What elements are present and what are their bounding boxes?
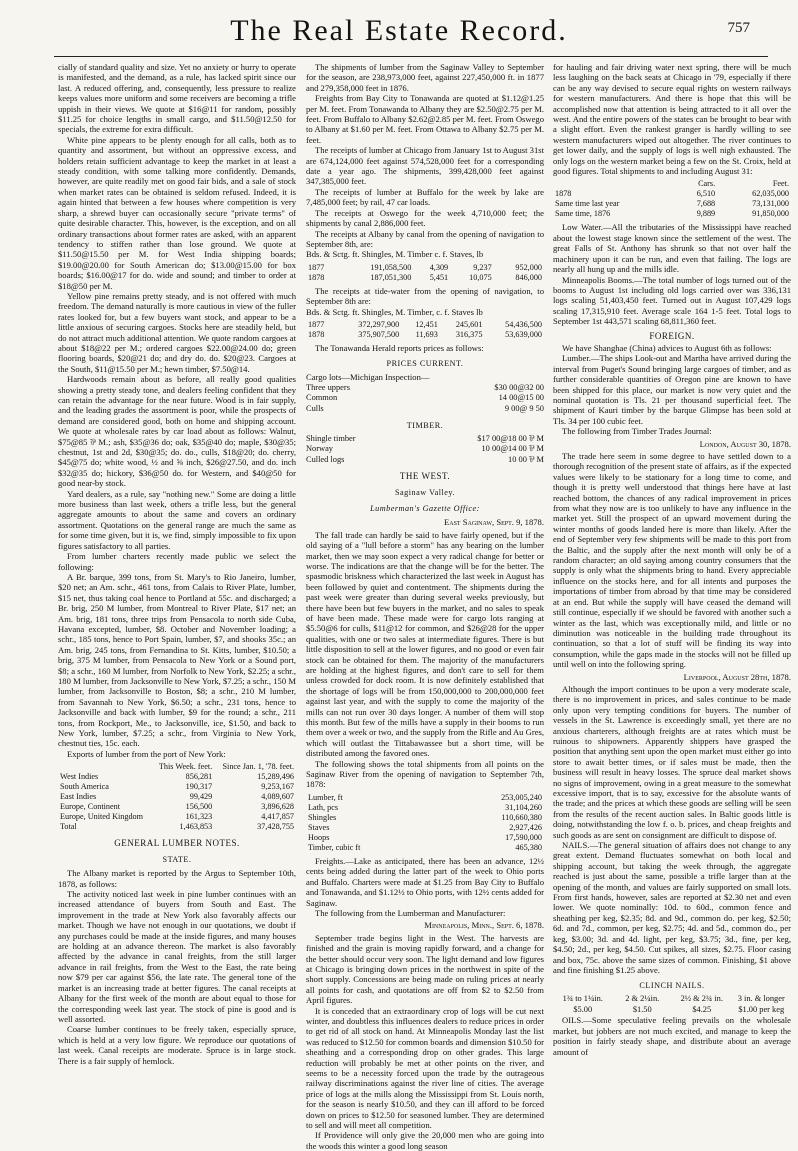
table-cell: West Indies: [60, 772, 99, 782]
section-heading: TIMBER.: [406, 420, 444, 430]
saginaw-shipments-table: [306, 793, 544, 853]
subsection-heading: STATE.: [162, 855, 192, 865]
table-cell: 54,436,500: [505, 319, 542, 329]
table-cell: Europe, Continent: [60, 802, 121, 812]
price-row: [306, 393, 544, 404]
table-header-row: [553, 179, 791, 189]
paragraph: The receipts of lumber at Buffalo for the week by lake are 7,485,000 feet; by rail, 47 car loads.: [306, 186, 544, 208]
table-cell: Same time, 1876: [555, 209, 611, 219]
table-row: [306, 823, 544, 833]
price-item: Culled logs: [306, 454, 345, 464]
clinch-price: $1.00 per keg: [738, 1004, 785, 1014]
table-cell: 187,051,300: [370, 272, 412, 282]
paragraph: The following from Timber Trades Journal:: [562, 426, 712, 437]
table-caption: Bds. & Sctg. ft. Shingles, M. Timber c. f. Staves, lb: [306, 249, 484, 260]
column-3: [553, 62, 791, 1096]
paragraph: A Br. barque, 399 tons, from St. Mary's to Rio Janeiro, lumber, $20 net; an Am. schr., 461 tons, from Calais to River Plate, lumber, $15 net, thus taking coal hence to Portland at 55c. and discharged; a Br. brig, 250 M lumber, from Montreal to River Plate, $17 net; an Am. brig, 181 tons, three trips from Pensacola to north side Cuba, Havana excepted, lumber, $8. October and November loading; a schr., 185 tons, hence to Port Spain, lumber, $7, and shooks 35c.; an Am. brig, 245 tons, from Fernandina to St. Kitts, lumber, $10.50; a brig, 375 M lumber, from Pensacola to New York or a Sound port, $8; a schr., 160 M lumber, from Norfolk to New York, $2.25; a schr., 180 M lumber, from Jacksonville to New York, $7.25; a schr., 150 M lumber, from Jacksonville to Boston, $8; a schr., 210 M lumber, from Savannah to New York, $6.50; a schr., 231 tons, hence to Jacksonville and back with lumber, $9 for the round; a schr., 211 tons, from Rockport, Me., to Jacksonville, ice, $1.50, and back to New York, lumber, $7.25; a schr., from Virginia to New York, chestnut ties, 15c. each.: [58, 571, 296, 749]
column-2: [306, 62, 544, 1151]
paragraph: Yard dealers, as a rule, say "nothing new." Some are doing a little more business than last week, others a trifle less, but the general aggregate amounts to about the same and covers an ordinary assortment. Quotations on the general range are much the same as for some time given, but it is, we find, simply impossible to fix upon figures satisfactory to all parties.: [58, 488, 296, 551]
table-cell: 4,417,857: [261, 812, 294, 822]
table-cell: 9,237: [473, 262, 492, 272]
paragraph: Minneapolis Booms.—The total number of logs turned out of the booms to August 1st including old logs carried over was 336,131 logs scaling 51,403,450 feet. Turned out in August 107,429 logs scaling 17,315,910 feet. Average scale 164 1-5 feet. Total logs to September 1st 443,571 scaling 68,811,360 feet.: [553, 274, 791, 327]
price-row: [306, 383, 544, 394]
table-cell: 6,510: [696, 189, 716, 199]
dateline: Minneapolis, Minn., Sept. 6, 1878.: [424, 920, 544, 931]
clinch-price: $5.00: [573, 1004, 593, 1014]
header-rule: [54, 56, 768, 57]
table-cell: 9,889: [696, 209, 716, 219]
tidewater-receipts-table: [306, 320, 544, 340]
table-cell: East Indies: [60, 792, 97, 802]
table-cell: 245,601: [455, 319, 483, 329]
page-title: The Real Estate Record.: [230, 14, 568, 47]
table-cell: 190,317: [185, 782, 213, 792]
table-row: [58, 792, 296, 802]
paragraph: Freights from Bay City to Tonawanda are quoted at $1.12@1.25 per M. feet. From Tonawanda to Albany they are $2.50@2.75 per M. feet. From Buffalo to Albany $2.62@2.85 per M. feet. From Oswego to Albany at $1.60 per M. feet. From Ottawa to Albany $2.75 per M. feet.: [306, 93, 544, 145]
paragraph: Exports of lumber from the port of New York:: [67, 748, 226, 759]
price-item: Culls: [306, 403, 324, 413]
column-1: [58, 62, 296, 1096]
section-heading: FOREIGN.: [649, 330, 695, 341]
table-cell: 372,297,900: [358, 319, 400, 329]
table-row: [306, 320, 544, 330]
table-cell: 53,639,000: [505, 329, 542, 339]
table-cell: 856,281: [185, 772, 213, 782]
price-value: 10 00 ⅌ M: [508, 454, 544, 464]
paragraph: for hauling and fair driving water next spring, there will be much less laughing on the back seats at Chicago in '79, especially if there can be any way devised to secure equal rights on western railways for western manufacturers. And there is hope that this will be accomplished now that attention is being attracted to it all over the west. And the entire powers of the states can be brought to bear with a slight effort. Even the rankest granger is hardly willing to see western manufacturers wiped out altogether. The river continues to get lower daily, and the supply of logs is well nigh exhausted. The only logs on the western market being a few on the St. Croix, held at good figures. Total shipments to and including August 31:: [553, 62, 791, 177]
clinch-size: 1¾ to 1¼in.: [562, 994, 603, 1004]
table-row: [58, 782, 296, 792]
dateline: East Saginaw, Sept. 9, 1878.: [444, 517, 544, 528]
table-cell: Europe, United Kingdom: [60, 812, 143, 822]
clinch-price: $4.25: [692, 1004, 712, 1014]
paragraph: Hardwoods remain about as before, all really good qualities showing a pretty steady tone, and dealers feeling confident that they can retain the advantage for the near future. Wood is in fair supply, and the leading grades the assortment is poor, while the prospects of demand are considered good, both on home and shipping account. We quote at wholesale rates by car load about as follows: Walnut, $75@85 ⅌ M.; ash, $35@36 do; oak, $35@40 do; maple, $30@35; chestnut, 1st and 2d, $30@35; do. do., culls, $18@20; do. cherry, $45@75 do; white wood, ½ and ⅝ inch, $26@27.50, and do. inch $32@35 do; hickory, $36@50 do. for Western, and $40@50 for good near-by stock.: [58, 374, 296, 489]
price-item: Norway: [306, 444, 333, 454]
paragraph: cially of standard quality and size. Yet no anxiety or hurry to operate is manifested, and the demand, as a rule, has lacked spirit since our last. A reduced offering, and, consequently, less pressure to realize keeps values more uniform and some receivers are becoming a trifle uppish in their views. We quote at $16@11 for random, possibly $11.25 for choice lengths in small cargo, and $11.50@12.50 for specials, the extreme for extra difficult.: [58, 62, 296, 135]
table-cell: 1877: [308, 319, 325, 329]
table-cell: 17,590,000: [505, 832, 542, 842]
price-value: 10 00@14 00 ⅌ M: [481, 444, 544, 454]
table-cell: 156,500: [185, 802, 213, 812]
table-cell: 11,693: [415, 329, 438, 339]
section-heading: GENERAL LUMBER NOTES.: [114, 838, 240, 849]
table-cell: Lumber, ft: [308, 792, 343, 802]
paragraph: The activity noticed last week in pine lumber continues with an increased attendance of buyers from South and East. The improvement in the trade at New York also favorably affects our market. Though we have not enough in our quotations, we doubt if any purchases could be made at the inside figures, and many houses are holding at an advance thereon. The market is also favorably affected by the advance in canal freights, from the still larger advance in rail freights, from the West to the East, the rate being now $79 per car against $56, the late rate. The general tone of the market is an increasing trade at better figures. The canal receipts at Albany for the first week of the month are about equal to those for the corresponding week last year. The stock of pine is good and is well assorted.: [58, 889, 296, 1024]
table-cell: Total: [60, 822, 77, 832]
table-row: [553, 189, 791, 199]
table-cell: 91,850,000: [752, 209, 789, 219]
clinch-sizes-row: [553, 994, 791, 1005]
table-cell: 10,075: [469, 272, 492, 282]
clinch-prices-row: [553, 1005, 791, 1016]
table-row: [58, 812, 296, 822]
table-cell: 253,005,240: [501, 792, 542, 802]
clinch-price: $1.50: [632, 1004, 652, 1014]
table-cell: 1877: [308, 262, 325, 272]
table-cell: Shingles: [308, 812, 337, 822]
table-cell: 191,058,500: [370, 262, 412, 272]
table-cell: 15,289,496: [257, 772, 294, 782]
clinch-size: 2 & 2¼in.: [625, 994, 660, 1004]
table-cell: South America: [60, 782, 109, 792]
paragraph: It is conceded that an extraordinary crop of logs will be cut next winter, and doubtless this influences dealers to reduce prices in order to get rid of all stock on hand. At Minneapolis Monday last the list was reduced to $12.50 for common boards and dimension $10.50 for sheathing and a corresponding drop on other grades. This large reduction will probably be met at other points on the river, and seems to be a necessity forced upon the trade by the outrageous railway discriminations against the river line of cities. The average price of logs at the mills along the Mississippi from St. Louis north, for the season is nearly $10.50, and they can ill afford to be forced down on prices to $12.50 for seasoned lumber. They are determined to sell and will meet all competition.: [306, 1005, 544, 1131]
table-cell: 7,688: [696, 199, 716, 209]
paragraph: September trade begins light in the West. The harvests are finished and the grain is moving rapidly forward, and a change for the better should occur very soon. The light demand and low figures at Chicago is bringing down prices in the northwest in spite of the short supply. Concessions are being made on ruling prices at nearly all points for cash, and quotations are off from $2 to $2.50 from April figures.: [306, 932, 544, 1006]
price-row: [306, 434, 544, 445]
table-row: [306, 273, 544, 283]
table-header: This Week. feet.: [158, 762, 213, 772]
clinch-size: 2½ & 2¾ in.: [680, 994, 723, 1004]
section-heading: THE WEST.: [399, 471, 451, 482]
table-cell: 62,035,000: [752, 189, 789, 199]
table-cell: 12,451: [415, 319, 438, 329]
paragraph: Freights.—Lake as anticipated, there has been an advance, 12½ cents being added during the latter part of the week to Ohio ports and Buffalo. Charters were made at $1.25 from Bay City to Buffalo and Tonawanda, and $1.12½ to Ohio ports, with 12½ cents added for Saginaw.: [306, 855, 544, 908]
paragraph: The following from the Lumberman and Manufacturer:: [315, 907, 506, 918]
table-row: [58, 802, 296, 812]
table-cell: Lath, pcs: [308, 802, 339, 812]
paragraph: The fall trade can hardly be said to have fairly opened, but if the old saying of a "lull before a storm" has any bearing on the lumber market, then we may soon expect a very radical change for better or worse. The indications are that the change will be for the better. The spasmodic briskness which characterized the last week in August has been followed by quiet and contentment. The shipments during the past week were greater than during several weeks previously, but there have been but few buyers in the market, and no sales to speak of have been made. These made were for cargo lots ranging at $5.50@6 for culls, $11@12 for common, and $26@28 for the upper qualities, with one or two sales at intermediate figures. There is but little disposition to sell at the lower figures, and no good or even fair stock can be obtained for them. The majority of the manufacturers are holding at the highest figures, and don't care to sell for them unless crowded for dock room. It is now definitely established that the shortage of logs will be from 150,000,000 to 200,000,000 feet against last year, and with the supply to come the majority of the mills can not run over 30 days longer. A number of them will stop this month. But few of the mills have a supply in their booms to run them over a week or two, and the supply from the Rifle and Au Gres, which will outlast the Tittabawassee but a short time, will be distributed among the favored ones.: [306, 529, 544, 759]
price-value: 14 00@15 00: [498, 393, 544, 403]
table-row: [306, 803, 544, 813]
paragraph: The shipments of lumber from the Saginaw Valley to September for the season, are 238,973,000 feet, against 227,450,000 ft. in 1877 and 279,358,000 feet in 1876.: [306, 62, 544, 93]
table-cell: 1878: [555, 189, 572, 199]
table-row: [306, 330, 544, 340]
table-cell: 9,253,167: [261, 782, 294, 792]
subsection-heading: Saginaw Valley.: [394, 488, 456, 498]
price-value: 9 00@ 9 50: [504, 403, 544, 413]
table-cell: 316,375: [455, 329, 483, 339]
table-cell: 465,380: [515, 842, 542, 852]
paragraph: White pine appears to be plenty enough for all calls, both as to quantity and assortment, but without an oppressive excess, and holders retain sufficient advantage to keep the market in at least a steady condition, with some talking more confidently. Demands, however, are quite readily met on good fair bids, and a sale of stock when market rates can be obtained is seldom refused. Indeed, it is again hinted that between a few houses where competition is very sharp, a shrewd buyer can occasionally secure "private terms" of quite desirable character. This, however, is the exception, and on all ordinary transactions about former rates are asked, with an apparent tendency to stiffen rather than lose ground. We quote at $11.50@15.50 per M. for West India shipping boards; $19.00@20.00 for South American do; $13.00@15.00 for box boards; $16.00@17 for do. wide and sound; and timber to order at $18@50 per M.: [58, 134, 296, 291]
exports-table: [58, 762, 296, 832]
table-row: [306, 793, 544, 803]
price-row: [306, 455, 544, 466]
table-cell: 375,907,500: [358, 329, 400, 339]
section-heading: CLINCH NAILS.: [639, 981, 705, 991]
paragraph: We have Shanghae (China) advices to August 6th as follows:: [562, 342, 772, 353]
table-row: [58, 772, 296, 782]
paragraph: The following shows the total shipments from all points on the Saginaw River from the opening of navigation to September 7th, 1878:: [306, 758, 544, 790]
albany-receipts-table: [306, 263, 544, 283]
table-cell: 846,000: [515, 272, 542, 282]
table-header-row: [58, 762, 296, 772]
price-value: $17 00@18 00 ⅌ M: [477, 433, 544, 443]
table-cell: 110,660,380: [501, 812, 542, 822]
paragraph: The receipts at Oswego for the week 4,710,000 feet; the shipments by canal 2,886,000 feet.: [306, 207, 544, 229]
table-cell: 3,896,628: [261, 802, 294, 812]
paragraph: From lumber charters recently made public we select the following:: [58, 551, 296, 572]
paragraph: The trade here seem in some degree to have settled down to a thorough recognition of the present state of affairs, as if the expected values were likely to be stationary for a long time to come, and though it is pretty well understood that things here have at last reached bottom, the chances of any radical improvement in prices from what they now are is too unlikely to have any influence in the market yet. Still the prospect of an upward movement during the winter months of goods landed here is more than likely. After the end of September very few shipments will be made to this port from the Baltic, and the supply after the next month will only be of a random character; an old saying among country consumers that the supply is only what the shipments bring to hand. Every appreciable influence on the stocks here, and for all intents and purposes the importations of timber from abroad by that time may be considered at an end. But while the supply will have ceased the demand will still continue, especially if we should be favored with another such a winter as the last, which was exceptionally mild, and little or no diminution was noticeable in the building trade throughout its continuation, so that a lot of stuff will be finding its way into consumption, while the gaps made in the stocks will not be filled up until well on into the following spring.: [553, 451, 791, 670]
table-row: [306, 833, 544, 843]
paragraph: If Providence will only give the 20,000 men who are going into the woods this winter a good long season: [306, 1130, 544, 1151]
table-cell: 5,451: [429, 272, 449, 282]
table-cell: 37,428,755: [257, 822, 294, 832]
price-row: [306, 444, 544, 455]
table-cell: 161,323: [185, 812, 213, 822]
paragraph: Coarse lumber continues to be freely taken, especially spruce, which is held at a very low figure. We reproduce our quotations of last week. Canal receipts are moderate. Spruce is in large stock. There is a fair supply of hemlock.: [58, 1024, 296, 1066]
table-caption: Bds. & Sctg. ft. Shingles, M. Timber, c. f. Staves lb: [306, 306, 483, 317]
paragraph: Although the import continues to be upon a very moderate scale, there is no improvement in prices, and sales continue to be made only upon very tempting conditions for buyers. The number of vessels in the St. Lawrence is exceedingly small, yet there are no anxious charterers, although freights are at rates which must be ruinous to shipowners. Apparently shippers have grasped the position that anything sent upon the open market must either go into store to await better times, or if sales must be made, then the business will result in heavy losses. The spruce deal market shows no signs of improvement, owing in a great measure to the somewhat excessive import, that is to say, excessive for the absolute wants of the trade; and the prices at which these goods are selling will be seen from the results of the recent auction sales. In Baltic goods little is doing, notwithstanding the low f. o. b. prices, and cheap freights and such goods as are sent on consignment are difficult to dispose of.: [553, 683, 791, 840]
table-header: Feet.: [772, 179, 789, 189]
table-header: [553, 179, 677, 189]
paragraph: Low Water.—All the tributaries of the Mississippi have reached about the lowest stage known since the settlement of the west. The great Falls of St. Anthony has shrunk so that not over half the machinery upon it can be run, and even that failing. The logs are nearly all hung up and the mills idle.: [553, 222, 791, 275]
table-cell: 73,131,000: [752, 199, 789, 209]
table-cell: Same time last year: [555, 199, 620, 209]
table-cell: Staves: [308, 822, 330, 832]
table-row: [553, 199, 791, 209]
table-cell: 1878: [308, 272, 325, 282]
table-row: [306, 843, 544, 853]
price-label: Cargo lots—Michigan Inspection—: [306, 372, 430, 383]
table-cell: 99,429: [189, 792, 213, 802]
dateline: London, August 30, 1878.: [699, 438, 791, 449]
table-total-row: [58, 822, 296, 832]
price-item: Shingle timber: [306, 433, 356, 443]
table-cell: Hoops: [308, 832, 330, 842]
table-cell: 1878: [308, 329, 325, 339]
price-row: [306, 404, 544, 415]
paragraph: The receipts at Albany by canal from the opening of navigation to September 8th, are:: [306, 228, 544, 249]
masthead: [0, 0, 798, 58]
table-cell: 1,463,853: [179, 822, 213, 832]
price-item: Common: [306, 393, 338, 403]
table-header: Cars.: [698, 179, 716, 189]
clinch-size: 3 in. & longer: [737, 994, 785, 1004]
price-value: $30 00@32 00: [494, 382, 544, 392]
paragraph: NAILS.—The general situation of affairs does not change to any great extent. Demand fluctuates somewhat on both local and shipping account, but taking the week through, the aggregate reached is just about the same, possible a trifle larger than at the opening of the month, and values are fairly supported on small lots. From first hands, however, sales are reported at $2.30 net and even lower. We quote nominally: 10d. to 60d., common fence and sheathing per keg, $2.35; 8d. and 9d., common do. per keg, $2.50; 6d. and 7d., common, per keg, $2.75; 4d. and 5d., common do., per keg, $3.00; 3d. and 4d. light, per keg, $3.75; 3d., fine, per keg, $4.50; 2d., per keg, $4.50. Cut spikes, all sizes, $2.75. Floor casing and box, 75c. above the same sizes of common. Finishing, $1 above and fine finishing $1.25 above.: [553, 840, 791, 975]
page-number: 757: [727, 20, 750, 36]
paragraph: Lumber.—The ships Look-out and Martha have arrived during the interval from Puget's Sound bringing large cargoes of timber, and as further considerable quantities of Oregon pine are known to have been shipped for this place, our market is now very quiet and the nominal quotation is Tls. 21 per thousand superficial feet. The shipment of Kauri timber by the barque Glimpse has been sold at Tls. 34 per 100 cubic feet.: [553, 353, 791, 426]
table-cell: 4,089,607: [261, 792, 294, 802]
table-header: [58, 762, 152, 772]
table-cell: 4,309: [429, 262, 449, 272]
table-row: [306, 263, 544, 273]
section-heading: PRICES CURRENT.: [386, 359, 464, 369]
table-row: [306, 813, 544, 823]
table-cell: 31,104,260: [505, 802, 542, 812]
table-header: Since Jan. 1, '78. feet.: [222, 762, 294, 772]
paragraph: The receipts at tide-water from the opening of navigation, to September 8th are:: [306, 285, 544, 307]
paragraph: OILS.—Some speculative feeling prevails on the wholesale market, but jobbers are not much excited, and manage to keep the position in fairly steady shape, and distribute about an average amount of: [553, 1015, 791, 1057]
paragraph: The Tonawanda Herald reports prices as follows:: [315, 342, 484, 353]
paragraph: The Albany market is reported by the Argus to September 10th, 1878, as follows:: [58, 868, 296, 889]
dateline: Liverpool, August 28th, 1878.: [683, 671, 791, 682]
paragraph: The receipts of lumber at Chicago from January 1st to August 31st are 674,124,000 feet against 574,528,000 feet for a corresponding date a year ago. The shipments, 399,428,000 feet against 347,385,000 feet.: [306, 145, 544, 187]
table-row: [553, 209, 791, 219]
table-cell: 952,000: [515, 262, 542, 272]
source-heading: Lumberman's Gazette Office:: [370, 504, 480, 514]
price-item: Three uppers: [306, 382, 350, 392]
minneapolis-shipments-table: [553, 179, 791, 219]
table-cell: 2,927,426: [509, 822, 542, 832]
paragraph: Yellow pine remains pretty steady, and is not offered with much freedom. The demand naturally is more cautious in view of the fuller rates looked for, but a few buyers want stock, and appear to be a little anxious of securing cargoes. Stocks here are steadily held, but do not attract much additional attention. We quote random cargoes at about $18@22 per M.; ordered cargoes $22.00@24.00 do; green flooring boards, $20@21 do; and dry do. do. $20@23. Cargoes at the South, $11@15.50 per M.; hewn timber, $7.50@14.: [58, 290, 296, 374]
table-cell: Timber, cubic ft: [308, 842, 361, 852]
